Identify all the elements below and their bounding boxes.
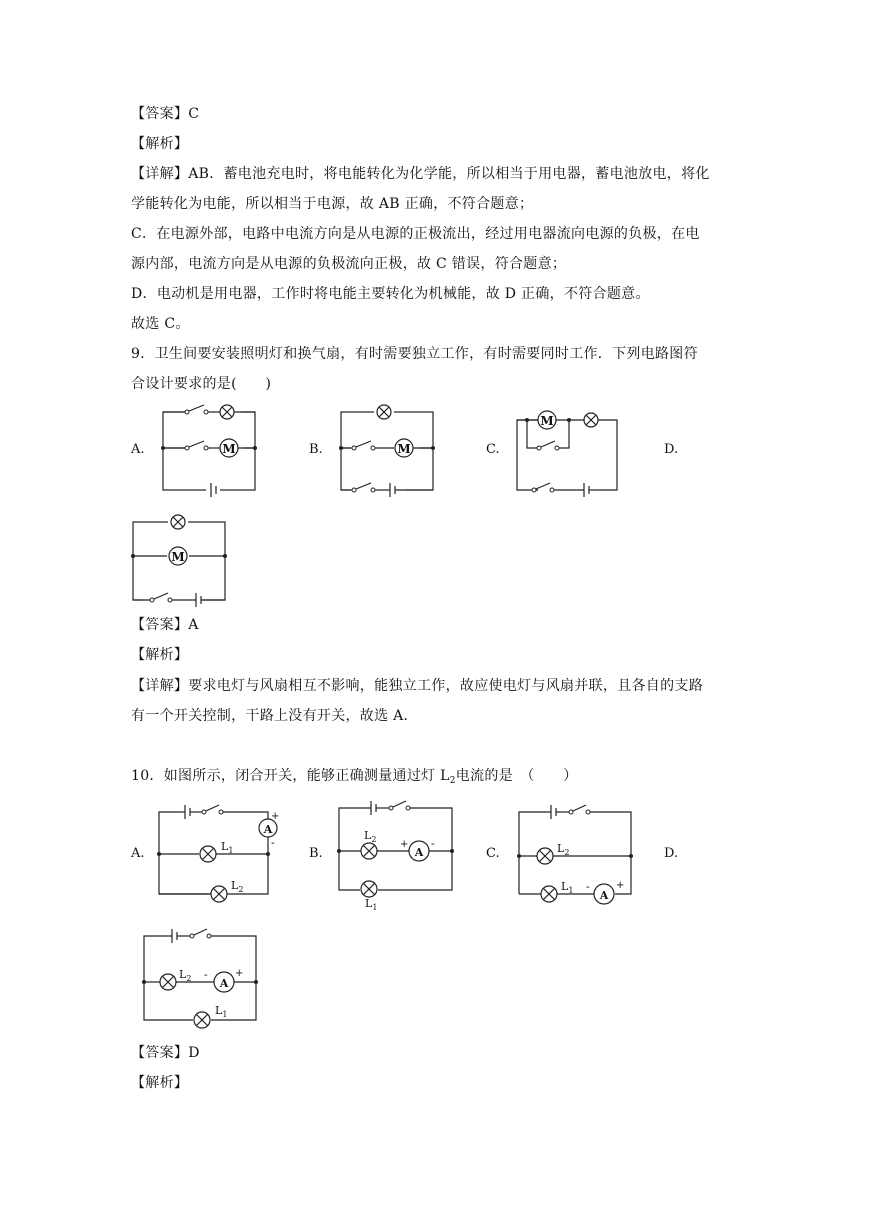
svg-text:-: - [431,837,435,850]
q10-circuit-b [335,796,460,911]
q10-option-a-label: A. [131,846,145,861]
q9-answer: 【答案】A [131,617,199,633]
svg-text:+: + [235,968,244,979]
q10-stem-suffix: 电流的是 （ ） [455,768,578,784]
q9-circuit-c [513,404,623,494]
svg-text:-: - [271,836,275,849]
q9-option-d-label: D. [664,442,679,457]
svg-text:A: A [414,846,424,859]
svg-text:M: M [540,414,554,428]
svg-text:-: - [586,880,590,893]
q10-circuit-a [155,802,280,900]
svg-text:A: A [599,889,609,902]
q10-analysis-heading: 【解析】 [131,1075,189,1091]
q9-detail-line-1: 【详解】要求电灯与风扇相互不影响，能独立工作，故应使电灯与风扇并联，且各自的支路 [131,678,703,694]
q8-conclusion: 故选 C。 [131,316,190,332]
q9-circuit-d [130,514,230,604]
q10-stem [131,766,578,791]
svg-text:L1: $L_1$ [215,1004,228,1019]
svg-text:L2: $L_2$ [364,829,377,844]
q8-detail-line-4: 源内部，电流方向是从电源的负极流向正极，故 C 错误，符合题意； [131,256,567,272]
q10-circuit-d [138,926,263,1026]
q9-stem-line-1: 9．卫生间要安装照明灯和换气扇，有时需要独立工作，有时需要同时工作．下列电路图符 [131,346,698,362]
q10-option-b-label: B. [309,846,323,861]
svg-text:M: M [397,442,411,456]
svg-text:+: + [271,811,280,822]
svg-text:L2: $L_2$ [557,842,570,857]
q9-circuit-a [160,404,260,494]
q9-circuit-b [338,404,438,494]
q10-stem-prefix: 10．如图所示，闭合开关，能够正确测量通过灯 L [131,768,450,784]
svg-text:A: A [219,977,229,990]
svg-text:L1: $L_1$ [365,897,378,912]
svg-text:+: + [400,839,409,850]
svg-text:M: M [171,550,185,564]
svg-text:L1: $L_1$ [221,840,234,855]
q10-answer: 【答案】D [131,1045,200,1061]
q10-circuit-c [513,798,638,910]
q9-stem-line-2: 合设计要求的是( ) [131,376,272,392]
q8-detail-line-2: 学能转化为电能，所以相当于电源，故 AB 正确，不符合题意； [131,196,534,212]
q9-analysis-heading: 【解析】 [131,647,189,663]
q9-detail-line-2: 有一个开关控制，干路上没有开关，故选 A． [131,708,418,724]
q10-option-d-label: D. [664,846,679,861]
svg-text:+: + [616,880,625,891]
q10-stem-subscript: 2 [449,776,456,786]
q8-analysis-heading: 【解析】 [131,136,189,152]
q9-option-b-label: B. [309,442,323,457]
svg-text:L2: $L_2$ [231,879,244,894]
svg-text:A: A [263,823,273,836]
q10-option-c-label: C. [486,846,500,861]
q8-detail-line-3: C．在电源外部，电路中电流方向是从电源的正极流出，经过用电器流向电源的负极，在电 [131,226,700,242]
q8-detail-line-5: D．电动机是用电器，工作时将电能主要转化为机械能，故 D 正确，不符合题意。 [131,286,650,302]
q8-detail-line-1: 【详解】AB．蓄电池充电时，将电能转化为化学能，所以相当于用电器，蓄电池放电，将化 [131,166,710,182]
svg-text:-: - [204,968,208,981]
svg-text:M: M [222,442,236,456]
q8-answer: 【答案】C [131,106,200,122]
q9-option-c-label: C. [486,442,500,457]
svg-text:L1: $L_1$ [561,880,574,895]
q9-option-a-label: A. [131,442,145,457]
svg-text:L2: $L_2$ [179,968,192,983]
